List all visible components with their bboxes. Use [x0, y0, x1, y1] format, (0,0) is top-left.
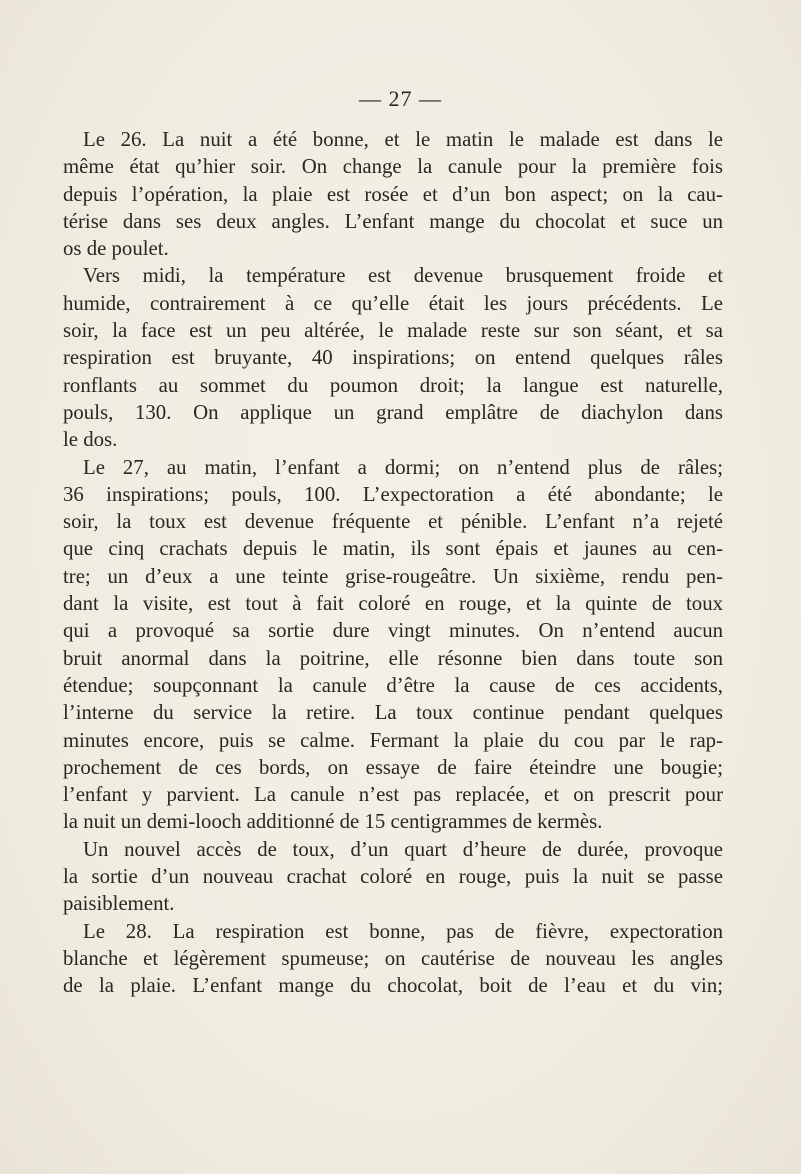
body-text — [63, 126, 723, 1000]
text-line: os de poulet. — [63, 237, 169, 261]
text-line: pouls, 130. On applique un grand emplâtre de diachylon dans — [63, 400, 723, 424]
text-line: Le 27, au matin, l’enfant a dormi; on n’entend plus de râles; — [83, 455, 723, 479]
text-line: étendue; soupçonnant la canule d’être la cause de ces accidents, — [63, 673, 723, 697]
text-line: paisiblement. — [63, 892, 175, 916]
text-line: térise dans ses deux angles. L’enfant mange du chocolat et suce un — [63, 209, 723, 233]
text-line: dant la visite, est tout à fait coloré en rouge, et la quinte de toux — [63, 592, 723, 616]
text-line: de la plaie. L’enfant mange du chocolat, boit de l’eau et du vin; — [63, 974, 723, 998]
text-line: l’interne du service la retire. La toux continue pendant quelques — [63, 701, 723, 725]
text-line: bruit anormal dans la poitrine, elle résonne bien dans toute son — [63, 646, 723, 670]
text-line: Un nouvel accès de toux, d’un quart d’heure de durée, provoque — [83, 837, 723, 861]
text-line: soir, la toux est devenue fréquente et pénible. L’enfant n’a rejeté — [63, 510, 723, 534]
text-line: respiration est bruyante, 40 inspirations; on entend quelques râles — [63, 346, 723, 370]
text-line: Le 28. La respiration est bonne, pas de fièvre, expectoration — [83, 919, 723, 943]
text-line: 36 inspirations; pouls, 100. L’expectoration a été abondante; le — [63, 482, 723, 506]
text-line: que cinq crachats depuis le matin, ils sont épais et jaunes au cen- — [63, 537, 723, 561]
text-line: le dos. — [63, 428, 118, 452]
text-line: Le 26. La nuit a été bonne, et le matin le malade est dans le — [83, 128, 723, 151]
text-line: la sortie d’un nouveau crachat coloré en rouge, puis la nuit se passe — [63, 865, 723, 889]
text-line: tre; un d’eux a une teinte grise-rougeâtre. Un sixième, rendu pen- — [63, 564, 723, 588]
text-line: depuis l’opération, la plaie est rosée et d’un bon aspect; on la cau- — [63, 182, 723, 206]
text-line: humide, contrairement à ce qu’elle était les jours précédents. Le — [63, 291, 723, 315]
text-line: prochement de ces bords, on essaye de faire éteindre une bougie; — [63, 755, 723, 779]
text-line: Vers midi, la température est devenue brusquement froide et — [83, 264, 723, 288]
text-line: ronflants au sommet du poumon droit; la langue est naturelle, — [63, 373, 723, 397]
text-line: minutes encore, puis se calme. Fermant la plaie du cou par le rap- — [63, 728, 723, 752]
text-line: soir, la face est un peu altérée, le malade reste sur son séant, et sa — [63, 319, 723, 343]
text-line: blanche et légèrement spumeuse; on cautérise de nouveau les angles — [63, 946, 723, 970]
text-line: l’enfant y parvient. La canule n’est pas replacée, et on prescrit pour — [63, 783, 723, 807]
page-number: — 27 — — [359, 86, 442, 111]
text-line: la nuit un demi-looch additionné de 15 centigrammes de kermès. — [63, 810, 603, 834]
text-line: même état qu’hier soir. On change la canule pour la première fois — [63, 155, 723, 179]
text-line: qui a provoqué sa sortie dure vingt minutes. On n’entend aucun — [63, 619, 723, 643]
